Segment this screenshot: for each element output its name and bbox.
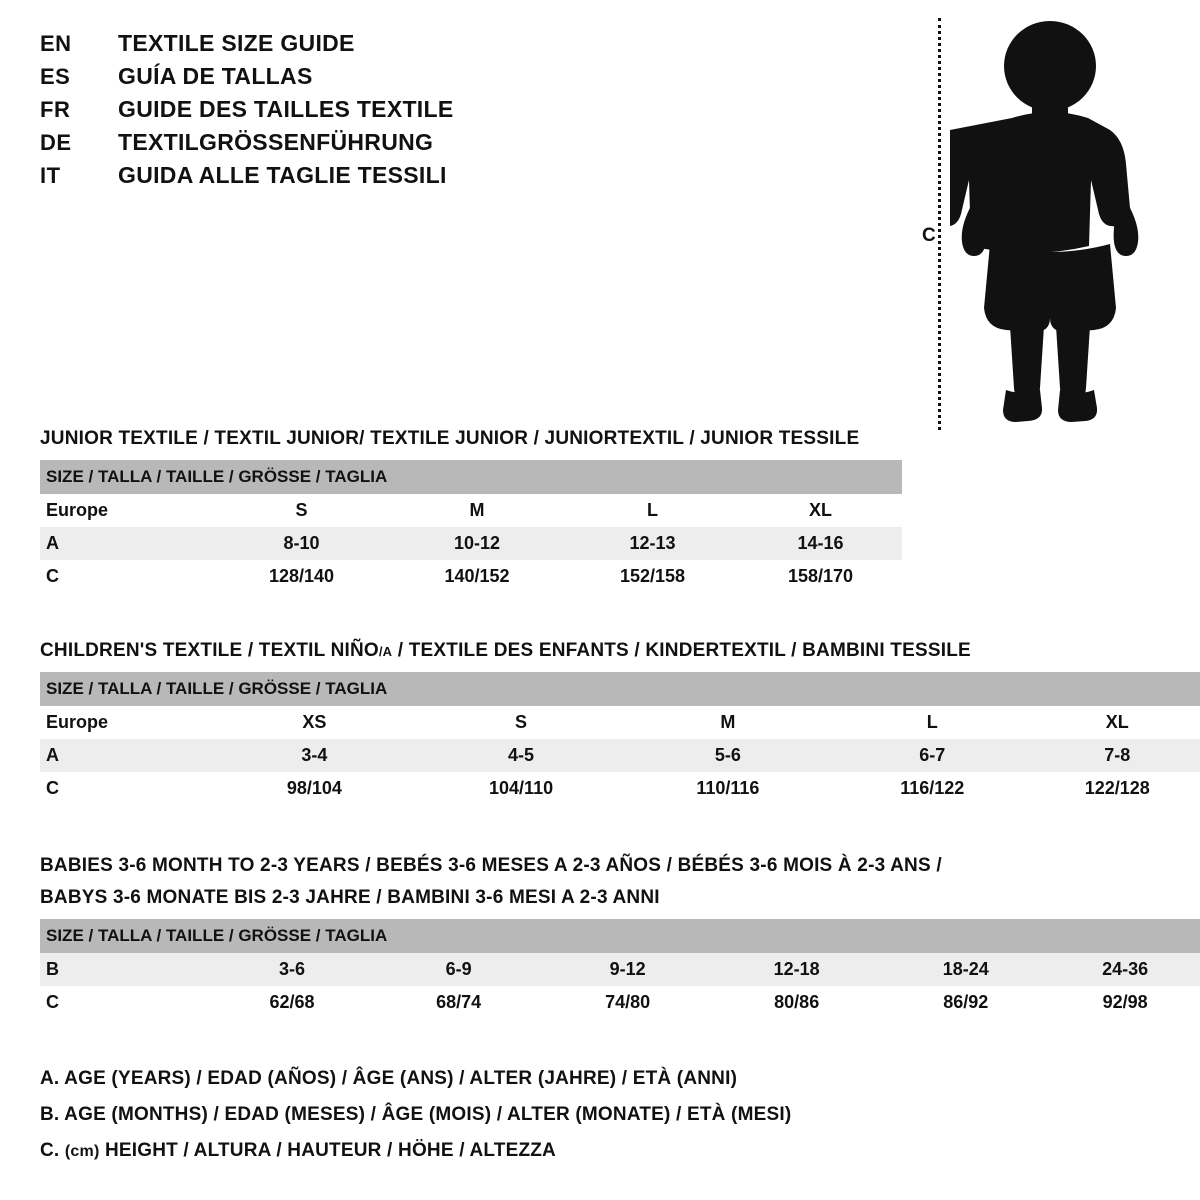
cell-value: 158/170 [739,560,902,593]
band-label: SIZE / TALLA / TAILLE / GRÖSSE / TAGLIA [40,672,1200,706]
row-label: C [40,772,212,805]
cell-value: 3-4 [212,739,416,772]
cell-value: 12-13 [566,527,739,560]
height-measure-label: C [920,222,938,250]
cell-value: 5-6 [626,739,830,772]
language-code: FR [40,97,71,122]
cell-value: 12-18 [712,953,881,986]
table-band-header [40,672,1200,706]
table-row [40,772,1200,805]
footnote-c [40,1140,1040,1162]
table-row [40,527,902,560]
size-header: XL [1034,706,1200,739]
child-silhouette-icon [950,18,1150,428]
cell-value: 4-5 [416,739,625,772]
title-post: / TEXTILE DES ENFANTS / KINDERTEXTIL / BAMBINI TESSILE [392,640,971,661]
title-pre: CHILDREN'S TEXTILE / TEXTIL NIÑO [40,640,379,661]
footnote-c-prefix: C. [40,1140,60,1161]
language-title: GUÍA DE TALLAS [118,63,313,89]
language-code: IT [40,163,61,188]
footnote-b: B. AGE (MONTHS) / EDAD (MESES) / ÂGE (MOIS) / ALTER (MONATE) / ETÀ (MESI) [40,1104,792,1125]
cell-value: 128/140 [215,560,388,593]
band-label: SIZE / TALLA / TAILLE / GRÖSSE / TAGLIA [40,919,1200,953]
children-size-table [40,672,1200,805]
table-row [40,706,1200,739]
language-title: TEXTILE SIZE GUIDE [118,30,355,56]
row-label: A [40,527,215,560]
cell-value: 74/80 [543,986,712,1019]
table-band-header [40,919,1200,953]
footnote-c-unit: (cm) [64,1143,100,1160]
size-header: XS [212,706,416,739]
cell-value: 110/116 [626,772,830,805]
size-header: M [626,706,830,739]
language-title: TEXTILGRÖSSENFÜHRUNG [118,129,434,155]
footnote-c-rest: HEIGHT / ALTURA / HAUTEUR / HÖHE / ALTEZZA [104,1140,556,1161]
section-junior-title: JUNIOR TEXTILE / TEXTIL JUNIOR/ TEXTILE JUNIOR / JUNIORTEXTIL / JUNIOR TESSILE [40,428,860,449]
junior-size-table [40,460,902,593]
babies-size-table [40,919,1200,1019]
section-babies-title-line1: BABIES 3-6 MONTH TO 2-3 YEARS / BEBÉS 3-6 MESES A 2-3 AÑOS / BÉBÉS 3-6 MOIS À 2-3 ANS / [40,855,942,876]
language-title: GUIDA ALLE TAGLIE TESSILI [118,162,447,188]
table-row [40,739,1200,772]
cell-value: 104/110 [416,772,625,805]
language-row [40,129,560,156]
section-babies [40,855,1200,1019]
section-babies-title-line2: BABYS 3-6 MONATE BIS 2-3 JAHRE / BAMBINI 3-6 MESI A 2-3 ANNI [40,887,660,908]
band-label: SIZE / TALLA / TAILLE / GRÖSSE / TAGLIA [40,460,902,494]
size-header: M [388,494,566,527]
size-header: L [566,494,739,527]
cell-value: 18-24 [881,953,1050,986]
table-row [40,560,902,593]
language-code: ES [40,64,71,89]
size-header: S [215,494,388,527]
row-label: C [40,560,215,593]
cell-value: 116/122 [830,772,1034,805]
cell-value: 86/92 [881,986,1050,1019]
cell-value: 9-12 [543,953,712,986]
cell-value: 152/158 [566,560,739,593]
cell-value: 6-9 [374,953,543,986]
footnote-a: A. AGE (YEARS) / EDAD (AÑOS) / ÂGE (ANS) / ALTER (JAHRE) / ETÀ (ANNI) [40,1068,738,1089]
cell-value: 8-10 [215,527,388,560]
language-code: DE [40,130,72,155]
table-row [40,494,902,527]
region-label: Europe [40,494,215,527]
cell-value: 10-12 [388,527,566,560]
title-sub: /A [378,644,393,659]
size-header: L [830,706,1034,739]
cell-value: 7-8 [1034,739,1200,772]
section-children-title [40,640,1200,662]
cell-value: 68/74 [374,986,543,1019]
row-label: B [40,953,210,986]
language-title: GUIDE DES TAILLES TEXTILE [118,96,454,122]
size-header: XL [739,494,902,527]
language-row [40,96,560,123]
table-row [40,986,1200,1019]
language-row [40,63,560,90]
height-measure-line [938,18,941,430]
cell-value: 24-36 [1050,953,1200,986]
cell-value: 92/98 [1050,986,1200,1019]
region-label: Europe [40,706,212,739]
cell-value: 3-6 [210,953,374,986]
cell-value: 80/86 [712,986,881,1019]
cell-value: 62/68 [210,986,374,1019]
language-row [40,162,560,189]
language-row [40,30,560,57]
cell-value: 14-16 [739,527,902,560]
row-label: A [40,739,212,772]
row-label: C [40,986,210,1019]
table-band-header [40,460,902,494]
language-legend [40,30,560,195]
language-code: EN [40,31,72,56]
section-children [40,640,1200,805]
cell-value: 6-7 [830,739,1034,772]
cell-value: 98/104 [212,772,416,805]
table-row [40,953,1200,986]
footnotes [40,1068,1040,1176]
section-junior [40,428,902,593]
size-header: S [416,706,625,739]
cell-value: 140/152 [388,560,566,593]
height-figure [900,10,1160,430]
cell-value: 122/128 [1034,772,1200,805]
